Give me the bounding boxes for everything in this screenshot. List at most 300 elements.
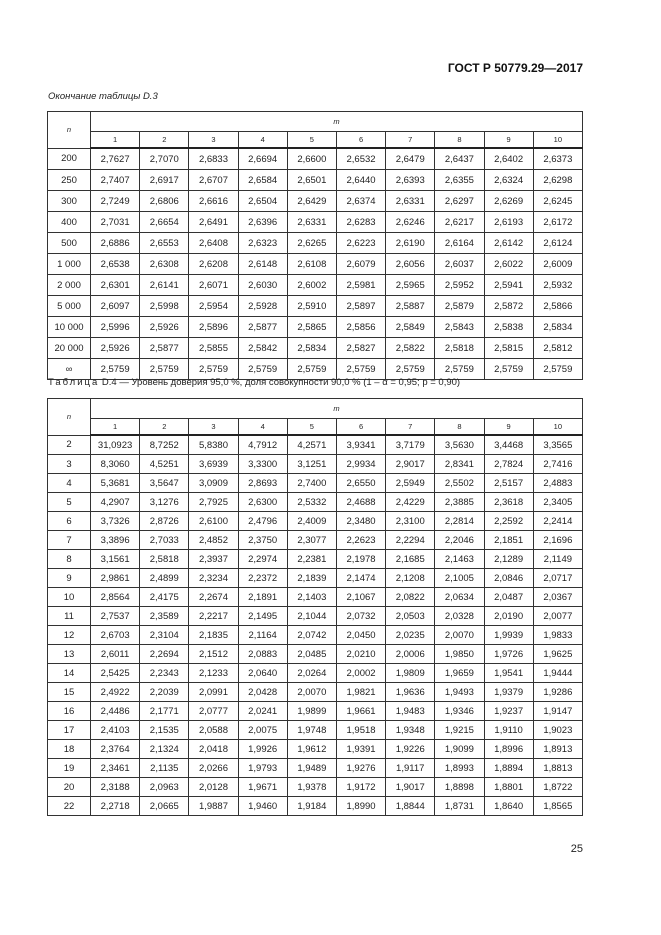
- value-cell: 2,6654: [140, 212, 189, 233]
- value-cell: 2,4688: [336, 493, 385, 512]
- value-cell: 2,5865: [287, 317, 336, 338]
- n-value-cell: 10: [48, 588, 91, 607]
- value-cell: 2,0070: [435, 626, 484, 645]
- value-cell: 1,9671: [238, 778, 287, 797]
- value-cell: 1,9493: [435, 683, 484, 702]
- m-column-header: 7: [386, 419, 435, 436]
- value-cell: 1,9850: [435, 645, 484, 664]
- value-cell: 1,8640: [484, 797, 533, 816]
- value-cell: 1,9821: [336, 683, 385, 702]
- value-cell: 2,7407: [91, 170, 140, 191]
- value-cell: 2,9017: [386, 455, 435, 474]
- value-cell: 1,9172: [336, 778, 385, 797]
- n-header: n: [48, 399, 91, 436]
- n-value-cell: 8: [48, 550, 91, 569]
- value-cell: 2,7400: [287, 474, 336, 493]
- table-row: [48, 474, 583, 493]
- n-value-cell: 17: [48, 721, 91, 740]
- value-cell: 1,9899: [287, 702, 336, 721]
- value-cell: 2,2217: [189, 607, 238, 626]
- value-cell: 2,0266: [189, 759, 238, 778]
- value-cell: 2,1851: [484, 531, 533, 550]
- value-cell: 2,4009: [287, 512, 336, 531]
- value-cell: 1,9378: [287, 778, 336, 797]
- value-cell: 2,0991: [189, 683, 238, 702]
- value-cell: 1,9379: [484, 683, 533, 702]
- value-cell: 2,1495: [238, 607, 287, 626]
- table-row: [48, 759, 583, 778]
- table-row: [48, 626, 583, 645]
- n-value-cell: 10 000: [48, 317, 91, 338]
- value-cell: 2,0128: [189, 778, 238, 797]
- value-cell: 2,8693: [238, 474, 287, 493]
- value-cell: 2,5759: [287, 359, 336, 380]
- value-cell: 1,9661: [336, 702, 385, 721]
- value-cell: 2,5897: [336, 296, 385, 317]
- value-cell: 2,6331: [287, 212, 336, 233]
- n-value-cell: 15: [48, 683, 91, 702]
- table-row: [48, 797, 583, 816]
- value-cell: 2,6223: [336, 233, 385, 254]
- value-cell: 2,3750: [238, 531, 287, 550]
- value-cell: 2,6440: [336, 170, 385, 191]
- value-cell: 2,6532: [336, 148, 385, 170]
- value-cell: 2,2372: [238, 569, 287, 588]
- value-cell: 2,7627: [91, 148, 140, 170]
- table-row: [48, 296, 583, 317]
- value-cell: 2,5834: [287, 338, 336, 359]
- m-column-header: 1: [91, 132, 140, 149]
- table-row: [48, 721, 583, 740]
- value-cell: 1,9541: [484, 664, 533, 683]
- page-number: 25: [570, 843, 583, 855]
- value-cell: 2,1835: [189, 626, 238, 645]
- value-cell: 2,6037: [435, 254, 484, 275]
- m-column-header: 3: [189, 419, 238, 436]
- value-cell: 2,2381: [287, 550, 336, 569]
- value-cell: 1,9017: [386, 778, 435, 797]
- value-cell: 4,2571: [287, 435, 336, 455]
- value-cell: 1,9215: [435, 721, 484, 740]
- value-cell: 2,0822: [386, 588, 435, 607]
- value-cell: 2,4883: [533, 474, 582, 493]
- value-cell: 2,8726: [140, 512, 189, 531]
- value-cell: 2,0665: [140, 797, 189, 816]
- value-cell: 2,2592: [484, 512, 533, 531]
- value-cell: 2,3764: [91, 740, 140, 759]
- value-cell: 2,1696: [533, 531, 582, 550]
- value-cell: 2,3618: [484, 493, 533, 512]
- table-d4: [47, 398, 583, 816]
- value-cell: 1,9887: [189, 797, 238, 816]
- value-cell: 2,1164: [238, 626, 287, 645]
- table-row: [48, 645, 583, 664]
- table-row: [48, 531, 583, 550]
- m-column-header: 9: [484, 132, 533, 149]
- value-cell: 2,5759: [189, 359, 238, 380]
- value-cell: 2,0487: [484, 588, 533, 607]
- table-row: [48, 148, 583, 170]
- value-cell: 2,1891: [238, 588, 287, 607]
- value-cell: 3,1561: [91, 550, 140, 569]
- value-cell: 2,4852: [189, 531, 238, 550]
- n-value-cell: 22: [48, 797, 91, 816]
- value-cell: 2,5425: [91, 664, 140, 683]
- value-cell: 3,3565: [533, 435, 582, 455]
- table-caption: [48, 377, 460, 388]
- value-cell: 2,6491: [189, 212, 238, 233]
- value-cell: 1,8990: [336, 797, 385, 816]
- n-value-cell: 400: [48, 212, 91, 233]
- value-cell: 2,0883: [238, 645, 287, 664]
- value-cell: 2,2674: [189, 588, 238, 607]
- value-cell: 2,5928: [238, 296, 287, 317]
- value-cell: 2,5866: [533, 296, 582, 317]
- value-cell: 2,6300: [238, 493, 287, 512]
- value-cell: 1,9939: [484, 626, 533, 645]
- value-cell: 2,5818: [435, 338, 484, 359]
- n-value-cell: 9: [48, 569, 91, 588]
- value-cell: 2,6011: [91, 645, 140, 664]
- table-row: [48, 702, 583, 721]
- value-cell: 1,9659: [435, 664, 484, 683]
- caption-word: Таблица: [48, 377, 100, 388]
- value-cell: 2,0006: [386, 645, 435, 664]
- value-cell: 2,1685: [386, 550, 435, 569]
- value-cell: 2,5759: [386, 359, 435, 380]
- m-column-header: 6: [336, 419, 385, 436]
- value-cell: 2,6538: [91, 254, 140, 275]
- value-cell: 2,0002: [336, 664, 385, 683]
- table-row: [48, 493, 583, 512]
- value-cell: 1,8813: [533, 759, 582, 778]
- value-cell: 2,7537: [91, 607, 140, 626]
- value-cell: 1,9444: [533, 664, 582, 683]
- value-cell: 2,5759: [533, 359, 582, 380]
- n-value-cell: 5 000: [48, 296, 91, 317]
- value-cell: 2,5910: [287, 296, 336, 317]
- table-row: [48, 170, 583, 191]
- value-cell: 2,5759: [140, 359, 189, 380]
- value-cell: 2,2414: [533, 512, 582, 531]
- value-cell: 2,4175: [140, 588, 189, 607]
- value-cell: 2,6142: [484, 233, 533, 254]
- value-cell: 2,6402: [484, 148, 533, 170]
- value-cell: 2,0190: [484, 607, 533, 626]
- value-cell: 2,7070: [140, 148, 189, 170]
- value-cell: 1,9726: [484, 645, 533, 664]
- value-cell: 2,0241: [238, 702, 287, 721]
- value-cell: 2,4899: [140, 569, 189, 588]
- value-cell: 2,6504: [238, 191, 287, 212]
- value-cell: 2,5872: [484, 296, 533, 317]
- table-row: [48, 254, 583, 275]
- value-cell: 2,1208: [386, 569, 435, 588]
- value-cell: 2,2718: [91, 797, 140, 816]
- value-cell: 2,5941: [484, 275, 533, 296]
- value-cell: 2,3480: [336, 512, 385, 531]
- value-cell: 2,6374: [336, 191, 385, 212]
- n-value-cell: 12: [48, 626, 91, 645]
- value-cell: 2,2294: [386, 531, 435, 550]
- value-cell: 1,9226: [386, 740, 435, 759]
- value-cell: 1,8913: [533, 740, 582, 759]
- value-cell: 2,5849: [386, 317, 435, 338]
- value-cell: 4,5251: [140, 455, 189, 474]
- value-cell: 1,8801: [484, 778, 533, 797]
- value-cell: 2,6408: [189, 233, 238, 254]
- value-cell: 1,8722: [533, 778, 582, 797]
- m-column-header: 3: [189, 132, 238, 149]
- value-cell: 1,9793: [238, 759, 287, 778]
- value-cell: 2,5759: [484, 359, 533, 380]
- value-cell: 2,1978: [336, 550, 385, 569]
- value-cell: 1,9286: [533, 683, 582, 702]
- value-cell: 2,2814: [435, 512, 484, 531]
- table-row: [48, 607, 583, 626]
- value-cell: 2,0634: [435, 588, 484, 607]
- value-cell: 2,8341: [435, 455, 484, 474]
- value-cell: 2,0846: [484, 569, 533, 588]
- table-row: [48, 212, 583, 233]
- value-cell: 2,8564: [91, 588, 140, 607]
- m-column-header: 10: [533, 419, 582, 436]
- value-cell: 2,5887: [386, 296, 435, 317]
- value-cell: 1,9809: [386, 664, 435, 683]
- n-value-cell: 2: [48, 435, 91, 455]
- value-cell: 2,6393: [386, 170, 435, 191]
- n-value-cell: 7: [48, 531, 91, 550]
- value-cell: 2,5877: [238, 317, 287, 338]
- table-row: [48, 550, 583, 569]
- value-cell: 1,8565: [533, 797, 582, 816]
- value-cell: 2,5842: [238, 338, 287, 359]
- value-cell: 2,4229: [386, 493, 435, 512]
- table-row: [48, 338, 583, 359]
- value-cell: 2,1474: [336, 569, 385, 588]
- value-cell: 3,1276: [140, 493, 189, 512]
- n-value-cell: 19: [48, 759, 91, 778]
- value-cell: 2,6703: [91, 626, 140, 645]
- table-row: [48, 512, 583, 531]
- table-row: [48, 778, 583, 797]
- value-cell: 2,4103: [91, 721, 140, 740]
- value-cell: 2,6301: [91, 275, 140, 296]
- value-cell: 2,5834: [533, 317, 582, 338]
- n-value-cell: 4: [48, 474, 91, 493]
- value-cell: 8,7252: [140, 435, 189, 455]
- value-cell: 1,9612: [287, 740, 336, 759]
- value-cell: 3,3896: [91, 531, 140, 550]
- value-cell: 1,9489: [287, 759, 336, 778]
- value-cell: 2,6193: [484, 212, 533, 233]
- m-column-header: 2: [140, 132, 189, 149]
- value-cell: 8,3060: [91, 455, 140, 474]
- value-cell: 2,0588: [189, 721, 238, 740]
- value-cell: 2,5954: [189, 296, 238, 317]
- value-cell: 2,5818: [140, 550, 189, 569]
- n-value-cell: 18: [48, 740, 91, 759]
- value-cell: 2,6100: [189, 512, 238, 531]
- value-cell: 2,6600: [287, 148, 336, 170]
- value-cell: 2,6265: [287, 233, 336, 254]
- value-cell: 2,6079: [336, 254, 385, 275]
- value-cell: 1,9348: [386, 721, 435, 740]
- n-value-cell: 3: [48, 455, 91, 474]
- value-cell: 2,7033: [140, 531, 189, 550]
- value-cell: 1,9184: [287, 797, 336, 816]
- n-value-cell: 5: [48, 493, 91, 512]
- n-value-cell: 2 000: [48, 275, 91, 296]
- value-cell: 2,6324: [484, 170, 533, 191]
- value-cell: 2,5998: [140, 296, 189, 317]
- value-cell: 2,5838: [484, 317, 533, 338]
- value-cell: 1,9023: [533, 721, 582, 740]
- value-cell: 2,0717: [533, 569, 582, 588]
- caption-text: D.4 — Уровень доверия 95,0 %, доля совокупности 90,0 % (1 – α = 0,95; p = 0,90): [101, 377, 461, 388]
- value-cell: 2,1512: [189, 645, 238, 664]
- value-cell: 2,0077: [533, 607, 582, 626]
- value-cell: 2,6707: [189, 170, 238, 191]
- value-cell: 2,1289: [484, 550, 533, 569]
- value-cell: 2,9934: [336, 455, 385, 474]
- n-value-cell: ∞: [48, 359, 91, 380]
- value-cell: 2,5952: [435, 275, 484, 296]
- table-row: [48, 191, 583, 212]
- table-row: [48, 664, 583, 683]
- value-cell: 2,5965: [386, 275, 435, 296]
- value-cell: 2,2343: [140, 664, 189, 683]
- n-value-cell: 13: [48, 645, 91, 664]
- value-cell: 2,6148: [238, 254, 287, 275]
- value-cell: 2,7824: [484, 455, 533, 474]
- value-cell: 1,8993: [435, 759, 484, 778]
- value-cell: 3,7179: [386, 435, 435, 455]
- value-cell: 5,3681: [91, 474, 140, 493]
- value-cell: 2,2046: [435, 531, 484, 550]
- value-cell: 2,0640: [238, 664, 287, 683]
- value-cell: 2,5332: [287, 493, 336, 512]
- value-cell: 2,1463: [435, 550, 484, 569]
- value-cell: 2,0075: [238, 721, 287, 740]
- value-cell: 5,8380: [189, 435, 238, 455]
- value-cell: 2,5856: [336, 317, 385, 338]
- n-header: n: [48, 112, 91, 149]
- value-cell: 3,6939: [189, 455, 238, 474]
- value-cell: 2,5759: [91, 359, 140, 380]
- value-cell: 2,6030: [238, 275, 287, 296]
- value-cell: 2,6616: [189, 191, 238, 212]
- value-cell: 2,5843: [435, 317, 484, 338]
- value-cell: 2,6323: [238, 233, 287, 254]
- n-value-cell: 500: [48, 233, 91, 254]
- table-row: [48, 683, 583, 702]
- value-cell: 2,6886: [91, 233, 140, 254]
- value-cell: 2,0485: [287, 645, 336, 664]
- value-cell: 2,6164: [435, 233, 484, 254]
- value-cell: 2,6246: [386, 212, 435, 233]
- value-cell: 1,8731: [435, 797, 484, 816]
- n-value-cell: 6: [48, 512, 91, 531]
- value-cell: 2,0328: [435, 607, 484, 626]
- value-cell: 1,9518: [336, 721, 385, 740]
- value-cell: 2,5759: [435, 359, 484, 380]
- value-cell: 3,5630: [435, 435, 484, 455]
- value-cell: 2,1067: [336, 588, 385, 607]
- value-cell: 2,7925: [189, 493, 238, 512]
- value-cell: 2,6071: [189, 275, 238, 296]
- value-cell: 2,3234: [189, 569, 238, 588]
- m-column-header: 8: [435, 419, 484, 436]
- value-cell: 2,5877: [140, 338, 189, 359]
- n-value-cell: 1 000: [48, 254, 91, 275]
- value-cell: 2,3188: [91, 778, 140, 797]
- m-column-header: 5: [287, 419, 336, 436]
- value-cell: 2,5157: [484, 474, 533, 493]
- value-cell: 1,9833: [533, 626, 582, 645]
- value-cell: 2,0070: [287, 683, 336, 702]
- value-cell: 2,1135: [140, 759, 189, 778]
- n-value-cell: 14: [48, 664, 91, 683]
- value-cell: 2,5949: [386, 474, 435, 493]
- value-cell: 2,6097: [91, 296, 140, 317]
- m-column-header: 9: [484, 419, 533, 436]
- value-cell: 2,6833: [189, 148, 238, 170]
- value-cell: 2,1233: [189, 664, 238, 683]
- value-cell: 2,0428: [238, 683, 287, 702]
- value-cell: 2,6208: [189, 254, 238, 275]
- value-cell: 2,6269: [484, 191, 533, 212]
- value-cell: 2,5759: [336, 359, 385, 380]
- table-row: [48, 435, 583, 455]
- value-cell: 2,6308: [140, 254, 189, 275]
- value-cell: 2,6550: [336, 474, 385, 493]
- value-cell: 1,9117: [386, 759, 435, 778]
- value-cell: 2,3885: [435, 493, 484, 512]
- value-cell: 2,6245: [533, 191, 582, 212]
- value-cell: 1,9147: [533, 702, 582, 721]
- value-cell: 2,6479: [386, 148, 435, 170]
- value-cell: 2,0777: [189, 702, 238, 721]
- value-cell: 2,0264: [287, 664, 336, 683]
- table-row: [48, 233, 583, 254]
- value-cell: 1,8844: [386, 797, 435, 816]
- value-cell: 2,0742: [287, 626, 336, 645]
- value-cell: 2,0235: [386, 626, 435, 645]
- value-cell: 1,9099: [435, 740, 484, 759]
- value-cell: 2,1149: [533, 550, 582, 569]
- value-cell: 2,6056: [386, 254, 435, 275]
- value-cell: 2,6553: [140, 233, 189, 254]
- value-cell: 2,2974: [238, 550, 287, 569]
- value-cell: 1,9237: [484, 702, 533, 721]
- value-cell: 1,9391: [336, 740, 385, 759]
- value-cell: 1,9748: [287, 721, 336, 740]
- table-continuation-label: Окончание таблицы D.3: [48, 91, 158, 102]
- value-cell: 2,0503: [386, 607, 435, 626]
- value-cell: 1,9276: [336, 759, 385, 778]
- value-cell: 1,8898: [435, 778, 484, 797]
- value-cell: 2,6298: [533, 170, 582, 191]
- value-cell: 2,6429: [287, 191, 336, 212]
- document-header: ГОСТ Р 50779.29—2017: [447, 61, 583, 75]
- value-cell: 2,5981: [336, 275, 385, 296]
- value-cell: 2,4922: [91, 683, 140, 702]
- m-column-header: 8: [435, 132, 484, 149]
- table-row: [48, 317, 583, 338]
- value-cell: 1,9110: [484, 721, 533, 740]
- value-cell: 2,3937: [189, 550, 238, 569]
